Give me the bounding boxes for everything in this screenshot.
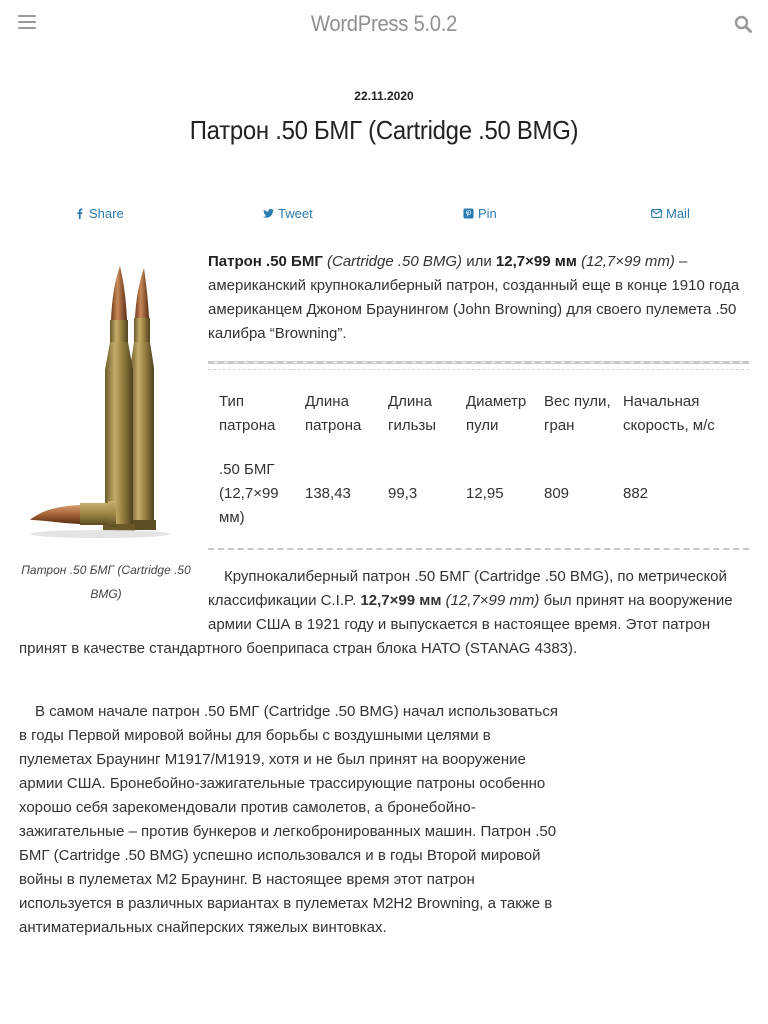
intro-or: или <box>466 253 492 270</box>
tweet-button[interactable] <box>263 206 313 221</box>
intro-caliber-bold: 12,7×99 мм <box>495 253 577 270</box>
paragraph-classification <box>19 565 739 661</box>
table-cell: 809 <box>544 485 570 502</box>
intro-text: – американский крупнокалиберный патрон, созданный еще в конце 1910 года американцем Джоном Браунингом (John Browning) для своего пулемета .50 калибра “Browning”. <box>208 253 740 342</box>
intro-name-bold: Патрон .50 БМГ <box>208 253 323 270</box>
facebook-icon <box>74 208 85 219</box>
search-icon[interactable] <box>734 15 752 33</box>
post-date: 22.11.2020 <box>354 89 414 103</box>
pin-button[interactable] <box>463 206 497 221</box>
intro-paragraph <box>208 250 748 346</box>
para2-text-b: был принят на вооружение армии США в 1921 году и выпускается в настоящее время. Этот патрон принят в качестве стандартного боеприпаса стран блока НАТО (STANAG 4383). <box>19 592 733 657</box>
table-cell: 882 <box>623 485 649 502</box>
cartridge-image[interactable] <box>20 258 192 540</box>
table-cell: 12,95 <box>466 485 504 502</box>
table-header-cell: Длина патрона <box>305 393 362 434</box>
paragraph-history <box>19 700 559 940</box>
table-header-cell: Диаметр пули <box>466 393 527 434</box>
table-cell: 99,3 <box>388 485 418 502</box>
tweet-label: Tweet <box>278 206 313 221</box>
top-bar <box>0 0 768 50</box>
para3-text: В самом начале патрон .50 БМГ (Cartridge .50 BMG) начал использоваться в годы Первой мировой войны для борьбы с воздушными целями в пулеметах Браунинг M1917/M1919, хотя и не был принят на вооружение армии США. Бронебойно-зажигательные трассирующие патроны особенно хорошо себя зарекомендовали против самолетов, а бронебойно-зажигательные – против бункеров и легкобронированных машин. Патрон .50 БМГ (Cartridge .50 BMG) успешно использовался и в годы Второй мировой войны в пулеметах M2 Браунинг. В настоящее время этот патрон используется в различных вариантах в пулеметах M2H2 Browning, а также в антиматериальных снайперских тяжелых винтовках. <box>19 703 558 936</box>
table-header-cell: Начальная скорость, м/с <box>623 393 715 434</box>
table-header-cell: Вес пули, гран <box>544 393 611 434</box>
table-header-row <box>208 390 749 458</box>
pin-label: Pin <box>478 206 497 221</box>
table-header-cell: Длина гильзы <box>388 393 437 434</box>
mail-icon <box>651 208 662 219</box>
intro-caliber-en: (12,7×99 mm) <box>581 253 675 270</box>
intro-name-en: (Cartridge .50 BMG) <box>327 253 463 270</box>
site-title[interactable]: WordPress 5.0.2 <box>310 11 458 36</box>
figure-caption: Патрон .50 БМГ (Cartridge .50 BMG) <box>21 563 191 601</box>
cartridge-figure <box>20 258 192 606</box>
mail-label: Mail <box>666 206 690 221</box>
table-header-cell: Тип патрона <box>219 393 276 434</box>
pinterest-icon <box>463 208 474 219</box>
table-cell: .50 БМГ (12,7×99 мм) <box>219 461 279 526</box>
para2-bold: 12,7×99 мм <box>360 592 442 609</box>
para2-text-a: Крупнокалиберный патрон .50 БМГ (Cartridge .50 BMG), по метрической классификации C.I.P. <box>208 568 727 609</box>
mail-button[interactable] <box>651 206 690 221</box>
table-cell: 138,43 <box>305 485 351 502</box>
share-facebook-button[interactable] <box>74 206 124 221</box>
post-title: Патрон .50 БМГ (Cartridge .50 BMG) <box>189 115 579 145</box>
table-row <box>208 458 749 530</box>
share-bar <box>0 206 768 226</box>
spec-table <box>208 390 749 530</box>
para2-italic: (12,7×99 mm) <box>445 592 540 609</box>
spec-table-container <box>208 361 749 550</box>
share-label: Share <box>89 206 124 221</box>
twitter-icon <box>263 208 274 219</box>
